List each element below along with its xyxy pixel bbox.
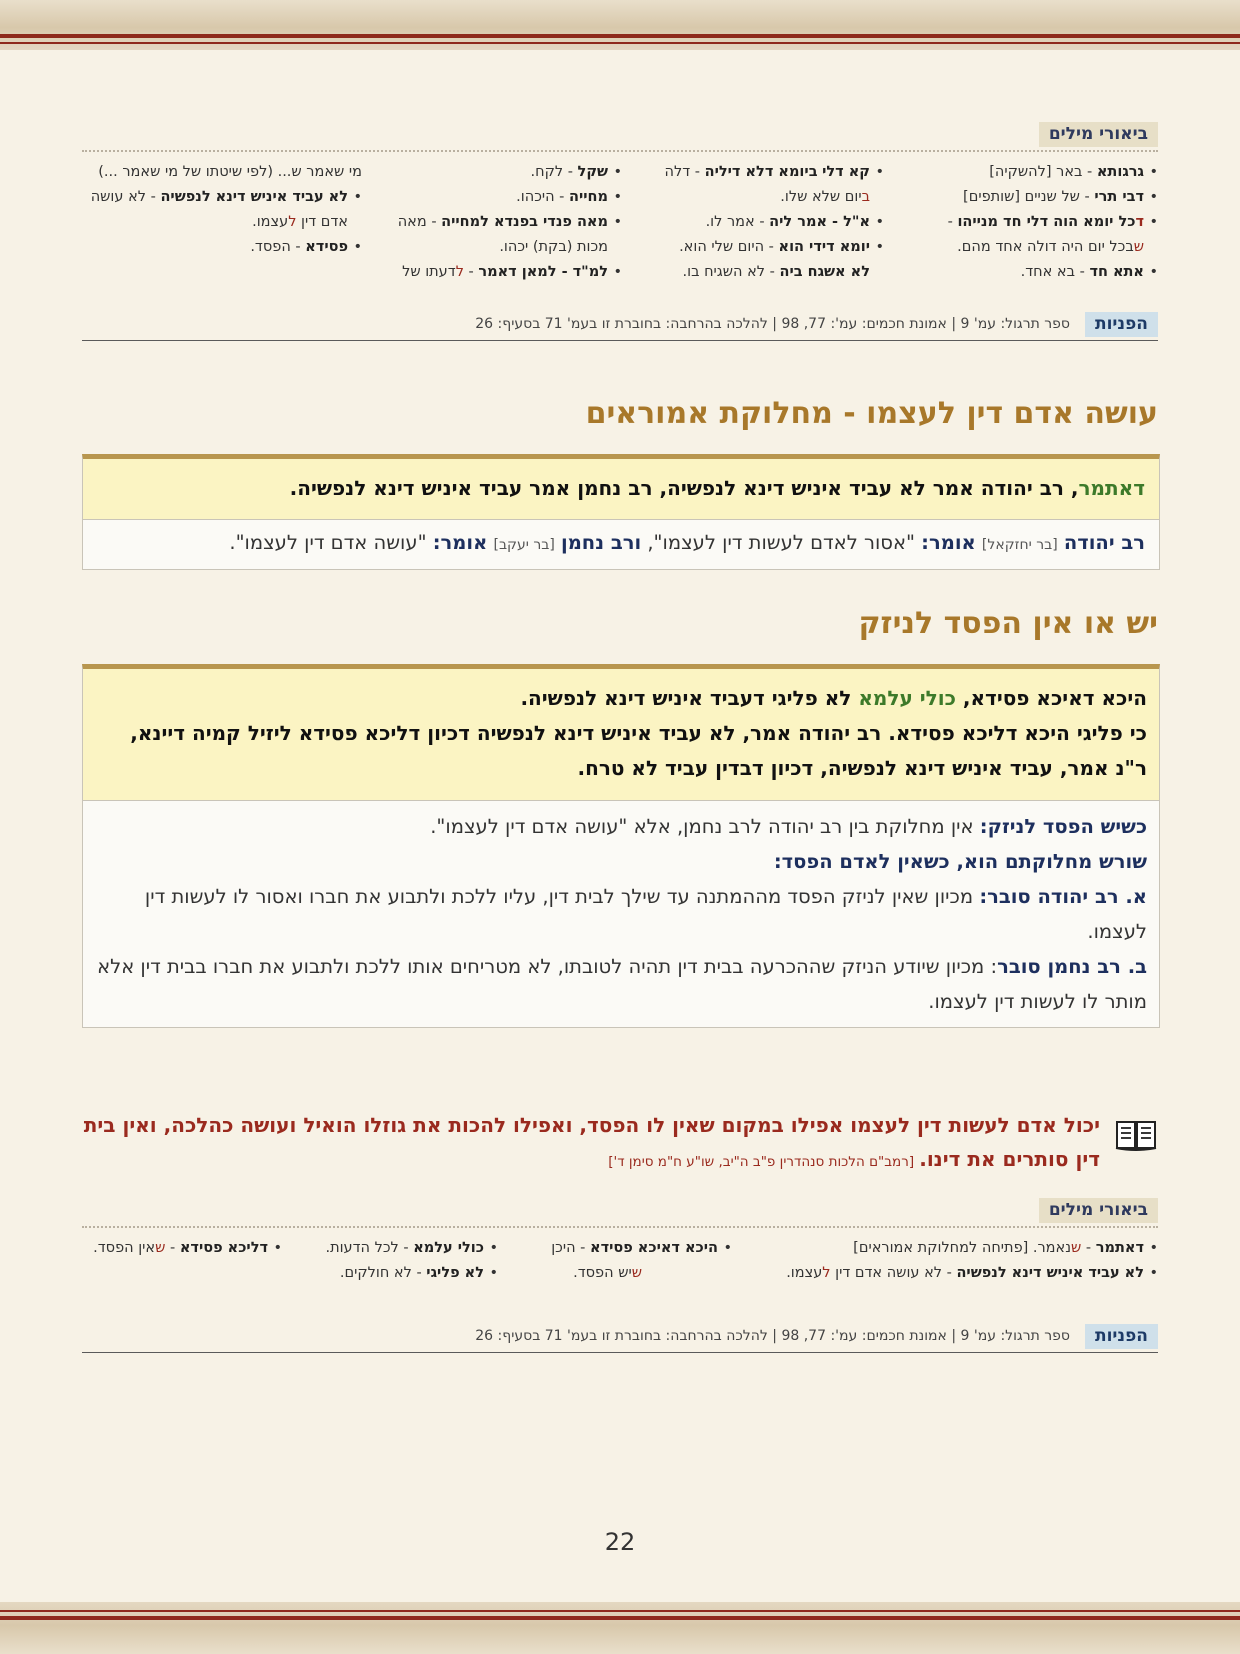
glossary-entry-cont: שבכל יום היה דולה אחד מהם.: [957, 239, 1144, 255]
references-text: ספר תרגול: עמ' 9 | אמונת חכמים: עמ': 77, 98 | להלכה בהרחבה: בחוברת זו בעמ' 71 בסעיף: 26: [475, 316, 1070, 332]
glossary-entry: • גרגותא - באר [להשקיה]: [896, 160, 1158, 185]
top-border: [0, 0, 1240, 50]
glossary-column-3: [308, 1236, 498, 1286]
glossary-label: ביאורי מילים: [1039, 122, 1158, 147]
glossary-column-3: [382, 160, 622, 285]
glossary-entry: • מאה פנדי בפנדא למחייה - מאה: [382, 210, 622, 235]
references-text: ספר תרגול: עמ' 9 | אמונת חכמים: עמ': 77, 98 | להלכה בהרחבה: בחוברת זו בעמ' 71 בסעיף: 26: [475, 1328, 1070, 1344]
glossary-entry-cont: מי שאמר ש... (לפי שיטתו של מי שאמר ...): [98, 164, 362, 180]
explanation: רב יהודה [בר יחזקאל] אומר: "אסור לאדם לעשות דין לעצמו", ורב נחמן [בר יעקב] אומר: "עושה אדם דין לעצמו".: [83, 520, 1159, 569]
page-number: 22: [604, 1528, 636, 1556]
references-bar: [82, 310, 1158, 341]
glossary-entry: • לא פליגי - לא חולקים.: [308, 1261, 498, 1286]
book-icon: [1114, 1116, 1158, 1152]
glossary-entry: • למ"ד - למאן דאמר - לדעתו של: [382, 260, 622, 285]
glossary-entry: • דאתמר - שנאמר. [פתיחה למחלוקת אמוראים]: [758, 1236, 1158, 1261]
glossary-entry: • שקל - לקח.: [382, 160, 622, 185]
references-label: הפניות: [1085, 1324, 1158, 1349]
glossary-entry: • דכל יומא הוה דלי חד מנייהו -: [896, 210, 1158, 235]
glossary-entry-cont: אדם דין לעצמו.: [252, 214, 348, 230]
glossary-entry: • לא עביד איניש דינא לנפשיה - לא עושה אדם דין לעצמו.: [758, 1261, 1158, 1286]
glossary-label: ביאורי מילים: [1039, 1198, 1158, 1223]
glossary-entry-cont: לא אשגח ביה - לא השגיח בו.: [682, 264, 870, 280]
glossary-entry: • לא עביד איניש דינא לנפשיה - לא עושה: [76, 185, 362, 210]
references-label: הפניות: [1085, 312, 1158, 337]
gemara-quote: דאתמר, רב יהודה אמר לא עביד איניש דינא לנפשיה, רב נחמן אמר עביד איניש דינא לנפשיה.: [83, 459, 1159, 520]
glossary-entry: • כולי עלמא - לכל הדעות.: [308, 1236, 498, 1261]
section-title: יש או אין הפסד לניזק: [858, 606, 1158, 641]
glossary-entry: • מחייה - היכהו.: [382, 185, 622, 210]
glossary-entry-cont: מכות (בקת) יכהו.: [499, 239, 608, 255]
glossary-divider: [82, 150, 1158, 152]
glossary-column-1: [758, 1236, 1158, 1286]
glossary-column-4: [76, 160, 362, 260]
glossary-column-2: [522, 1236, 732, 1286]
glossary-entry: • יומא דידי הוא - היום שלי הוא.: [644, 235, 884, 260]
glossary-entry: • דבי תרי - של שניים [שותפים]: [896, 185, 1158, 210]
glossary-entry: • פסידא - הפסד.: [76, 235, 362, 260]
glossary-entry: • אתא חד - בא אחד.: [896, 260, 1158, 285]
glossary-column-4: [82, 1236, 282, 1261]
glossary-divider: [82, 1226, 1158, 1228]
glossary-entry: • היכא דאיכא פסידא - היכן: [522, 1236, 732, 1261]
glossary-entry: • קא דלי ביומא דלא דיליה - דלה: [644, 160, 884, 185]
glossary-entry: • א"ל - אמר ליה - אמר לו.: [644, 210, 884, 235]
glossary-entry: • דליכא פסידא - שאין הפסד.: [82, 1236, 282, 1261]
references-bar: [82, 1322, 1158, 1353]
source-box: [82, 454, 1160, 570]
glossary-column-1: [896, 160, 1158, 285]
explanation: כשיש הפסד לניזק: אין מחלוקת בין רב יהודה לרב נחמן, אלא "עושה אדם דין לעצמו". שורש מחלוקתם הוא, כשאין לאדם הפסד: א. רב יהודה סובר: מכיון שאין לניזק הפסד מההמתנה עד שילך לבית דין, עליו ללכת ולתבוע את חברו ואסור לו לעשות דין לעצמו. ב. רב נחמן סובר: מכיון שיודע הניזק שההכרעה בבית דין תהיה לטובתו, לא מטריחים אותו ללכת ולתבוע את חברו בבית דין אלא מותר לו לעשות דין לעצמו.: [83, 801, 1159, 1027]
section-title: עושה אדם דין לעצמו - מחלוקת אמוראים: [585, 396, 1158, 431]
glossary-column-2: [644, 160, 884, 285]
bottom-border: [0, 1602, 1240, 1654]
gemara-quote: היכא דאיכא פסידא, כולי עלמא לא פליגי דעביד איניש דינא לנפשיה. כי פליגי היכא דליכא פסידא. רב יהודה אמר, לא עביד איניש דינא לנפשיה דכיון דליכא פסידא ליזיל קמיה דיינא, ר"נ אמר, עביד איניש דינא לנפשיה, דכיון דבדין עביד לא טרח.: [83, 669, 1159, 801]
glossary-entry-cont: ביום שלא שלו.: [780, 189, 870, 205]
halacha-ruling: יכול אדם לעשות דין לעצמו אפילו במקום שאין לו הפסד, ואפילו להכות את גוזלו הואיל ועושה כהלכה, ואין בית דין סותרים את דינו. [רמב"ם הלכות סנהדרין פ"ב ה"יב, שו"ע ח"מ סימן ד']: [83, 1113, 1100, 1171]
glossary-entry-cont: שיש הפסד.: [573, 1265, 642, 1281]
source-box: [82, 664, 1160, 1028]
